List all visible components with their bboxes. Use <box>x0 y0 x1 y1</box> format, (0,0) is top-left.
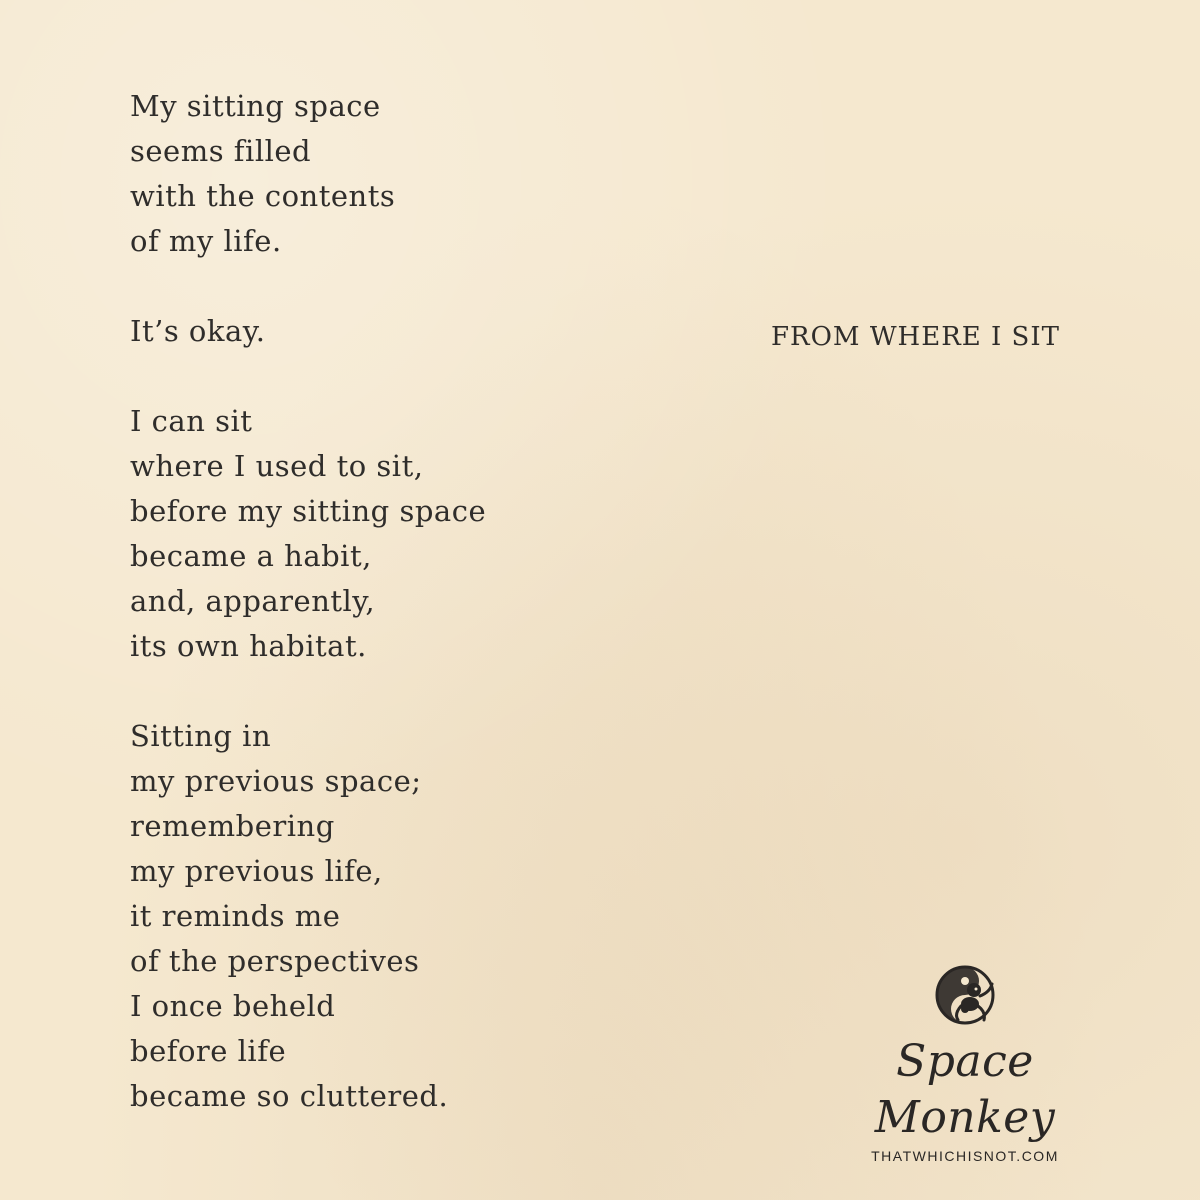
brand-url: THATWHICHISNOT.COM <box>871 1148 1059 1164</box>
brand-name: Space Monkey <box>874 1036 1056 1143</box>
poem-line: became a habit, <box>130 539 372 573</box>
poem-line: It’s okay. <box>130 314 266 348</box>
poem-line: remembering <box>130 809 335 843</box>
poem-line: with the contents <box>130 179 396 213</box>
monkey-yin-yang-logo-icon <box>930 960 1000 1030</box>
poem-line: Sitting in <box>130 719 272 753</box>
poem-line: my previous life, <box>130 854 383 888</box>
poem-stanza-2 <box>130 309 690 354</box>
brand-block <box>810 960 1120 1164</box>
poem-line: it reminds me <box>130 899 341 933</box>
poem-line: I once beheld <box>130 989 336 1023</box>
poem-line: my previous space; <box>130 764 422 798</box>
poem-line: before my sitting space <box>130 494 487 528</box>
poem-line: I can sit <box>130 404 253 438</box>
poem-line: seems filled <box>130 134 312 168</box>
poem-stanza-4 <box>130 714 690 1119</box>
poem-body <box>130 84 690 1164</box>
poem-line: became so cluttered. <box>130 1079 449 1113</box>
poem-stanza-3 <box>130 399 690 669</box>
poem-line: its own habitat. <box>130 629 367 663</box>
poem-line: and, apparently, <box>130 584 376 618</box>
poem-line: before life <box>130 1034 287 1068</box>
poem-line: of the perspectives <box>130 944 420 978</box>
poem-title: FROM WHERE I SIT <box>771 322 1060 352</box>
poem-line: My sitting space <box>130 89 381 123</box>
poem-stanza-1 <box>130 84 690 264</box>
poem-line: of my life. <box>130 224 282 258</box>
poem-line: where I used to sit, <box>130 449 424 483</box>
